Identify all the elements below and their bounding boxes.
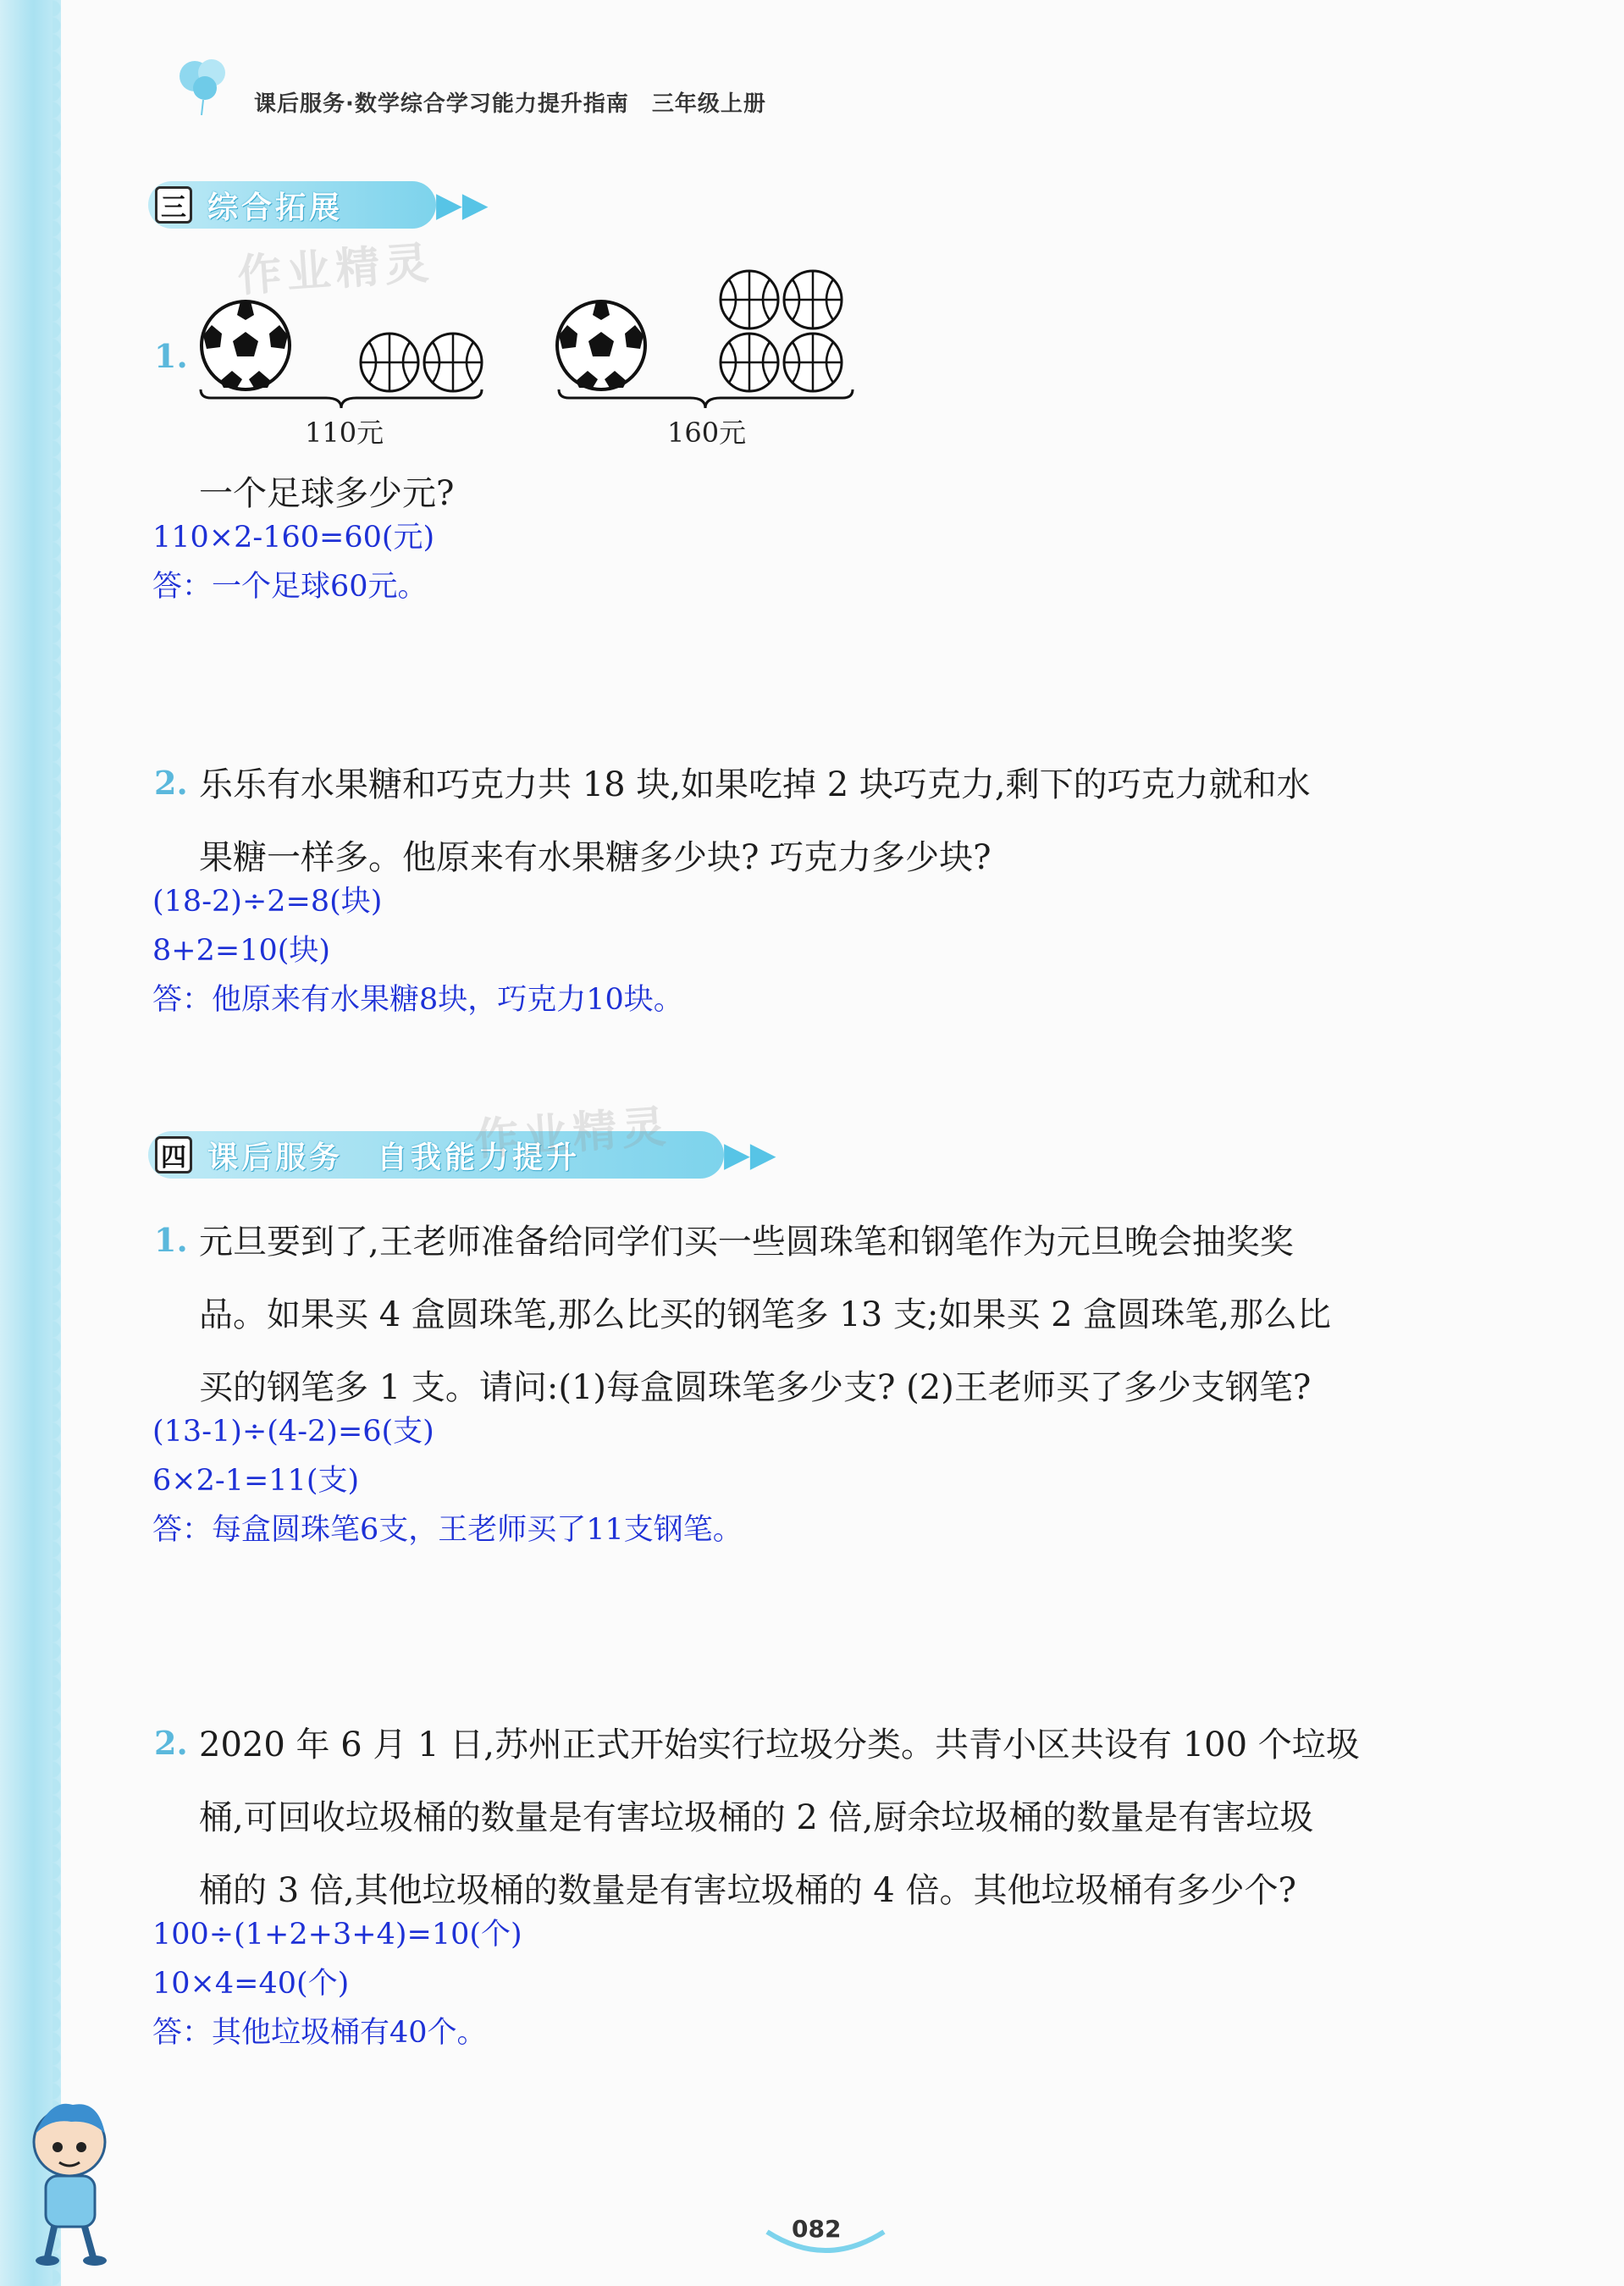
- question-text: 品。如果买 4 盒圆珠笔,那么比买的钢笔多 13 支;如果买 2 盒圆珠笔,那么比: [199, 1295, 1331, 1334]
- question-text: 桶,可回收垃圾桶的数量是有害垃圾桶的 2 倍,厨余垃圾桶的数量是有害垃圾: [199, 1798, 1314, 1837]
- question-text: 果糖一样多。他原来有水果糖多少块? 巧克力多少块?: [199, 838, 992, 877]
- question-text: 2020 年 6 月 1 日,苏州正式开始实行垃圾分类。共青小区共设有 100 个垃圾: [199, 1726, 1360, 1764]
- basketball-icon: [721, 334, 778, 391]
- question-text: 一个足球多少元?: [199, 474, 455, 513]
- section-4-title: 课后服务 自我能力提升: [207, 1140, 581, 1175]
- answer-line: 答：每盒圆珠笔6支，王老师买了11支钢笔。: [152, 1513, 743, 1547]
- section-3-banner-wrap: [148, 181, 489, 229]
- watermark: 作业精灵: [472, 1101, 673, 1167]
- left-decorative-strip: [0, 0, 61, 2286]
- price-label-right: 160元: [667, 417, 747, 449]
- basketball-icon: [784, 271, 842, 329]
- answer-line: 100÷(1+2+3+4)=10(个): [152, 1918, 522, 1952]
- question-number: 1.: [154, 1221, 188, 1259]
- basketball-icon: [361, 334, 418, 391]
- answer-line: 答：其他垃圾桶有40个。: [152, 2016, 487, 2050]
- question-text: 桶的 3 倍,其他垃圾桶的数量是有害垃圾桶的 4 倍。其他垃圾桶有多少个?: [199, 1871, 1296, 1910]
- section-3-title: 综合拓展: [207, 190, 344, 225]
- question-number: 2.: [154, 764, 188, 802]
- double-arrow-icon: ▶▶: [724, 1135, 776, 1174]
- section-4-banner-wrap: [148, 1131, 776, 1179]
- watermark: 作业精灵: [235, 237, 436, 303]
- section-3-banner: [148, 181, 436, 229]
- answer-line: (13-1)÷(4-2)=6(支): [152, 1415, 434, 1449]
- question-text: 买的钢笔多 1 支。请问:(1)每盒圆珠笔多少支? (2)王老师买了多少支钢笔?: [199, 1368, 1312, 1407]
- soccer-ball-icon: [202, 301, 290, 389]
- question-number: 2.: [154, 1724, 188, 1762]
- section-3-number: 三: [155, 186, 192, 224]
- balloon-logo-icon: [169, 51, 237, 119]
- page-number: 082: [792, 2215, 842, 2243]
- header-title: 课后服务·数学综合学习能力提升指南 三年级上册: [254, 91, 766, 117]
- cartoon-boy-icon: [17, 2091, 127, 2269]
- answer-line: (18-2)÷2=8(块): [152, 885, 383, 919]
- question-number: 1.: [154, 337, 188, 375]
- answer-line: 10×4=40(个): [152, 1967, 350, 2001]
- section-4-number: 四: [155, 1136, 192, 1173]
- basketball-icon: [424, 334, 482, 391]
- answer-line: 110×2-160=60(元): [152, 521, 435, 555]
- basketball-icon: [721, 271, 778, 329]
- double-arrow-icon: ▶▶: [436, 185, 489, 224]
- answer-line: 答：一个足球60元。: [152, 570, 428, 604]
- question-text: 乐乐有水果糖和巧克力共 18 块,如果吃掉 2 块巧克力,剩下的巧克力就和水: [199, 765, 1311, 804]
- ball-diagram: [191, 262, 868, 457]
- soccer-ball-icon: [557, 301, 645, 389]
- question-text: 元旦要到了,王老师准备给同学们买一些圆珠笔和钢笔作为元旦晚会抽奖奖: [199, 1223, 1294, 1262]
- answer-line: 答：他原来有水果糖8块，巧克力10块。: [152, 983, 683, 1017]
- basketball-icon: [784, 334, 842, 391]
- price-label-left: 110元: [305, 417, 384, 449]
- answer-line: 8+2=10(块): [152, 934, 331, 968]
- answer-line: 6×2-1=11(支): [152, 1464, 360, 1498]
